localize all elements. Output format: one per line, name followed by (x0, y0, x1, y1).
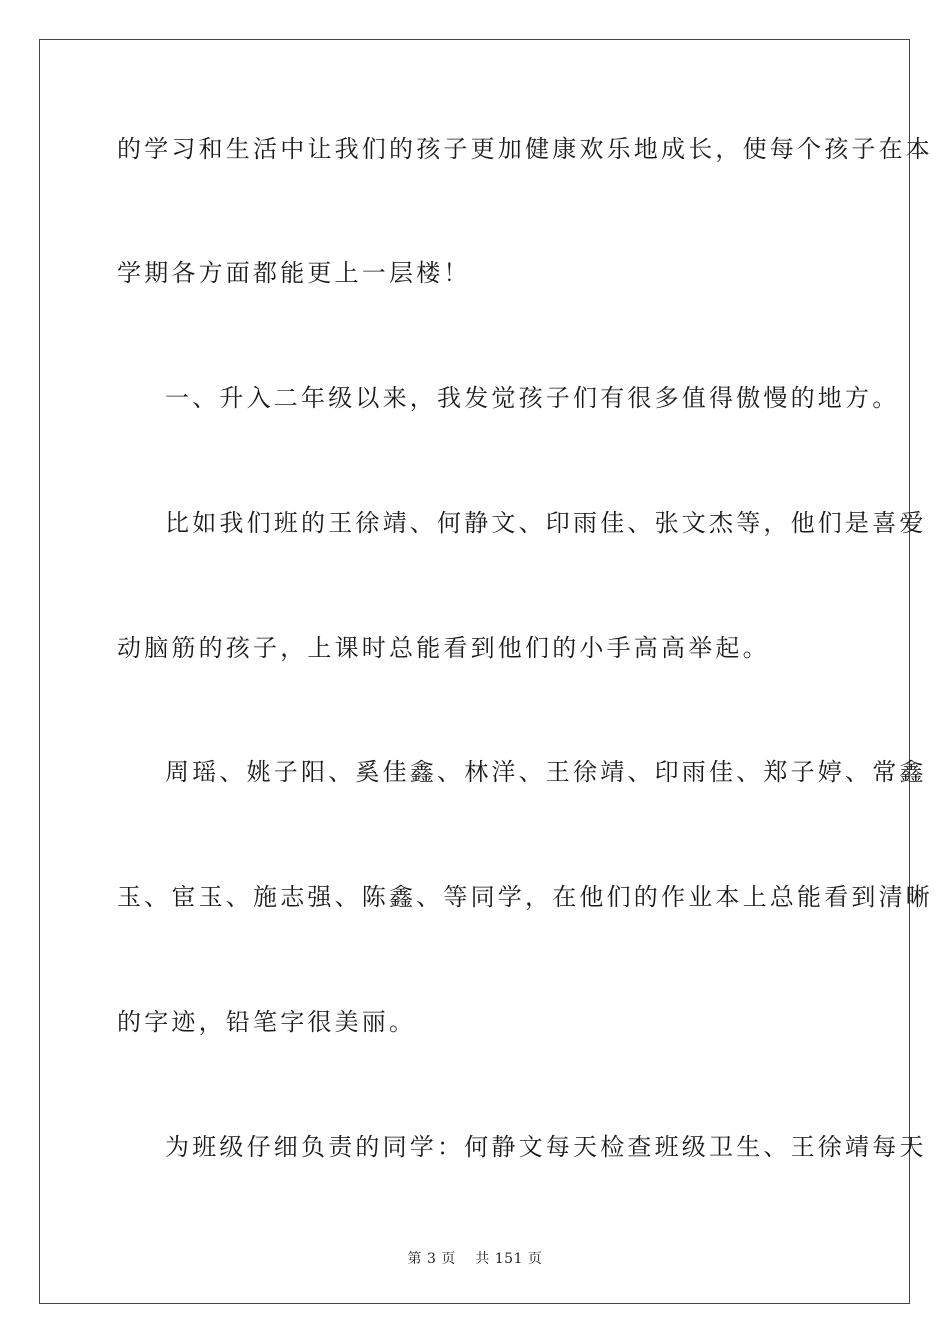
text-line: 玉、宦玉、施志强、陈鑫、等同学，在他们的作业本上总能看到清晰 (117, 883, 933, 911)
text-line: 比如我们班的王徐靖、何静文、印雨佳、张文杰等，他们是喜爱 (165, 509, 927, 537)
page-number-footer: 第 3 页 共 151 页 (407, 1251, 543, 1267)
text-line: 的字迹，铅笔字很美丽。 (117, 1008, 417, 1036)
text-line: 学期各方面都能更上一层楼！ (117, 259, 471, 287)
text-line: 周瑶、姚子阳、奚佳鑫、林洋、王徐靖、印雨佳、郑子婷、常鑫 (165, 758, 927, 786)
text-line: 的学习和生活中让我们的孩子更加健康欢乐地成长，使每个孩子在本 (117, 135, 933, 163)
text-line: 一、升入二年级以来，我发觉孩子们有很多值得傲慢的地方。 (165, 384, 900, 412)
text-line: 动脑筋的孩子，上课时总能看到他们的小手高高举起。 (117, 634, 770, 662)
page-frame (39, 39, 933, 1304)
text-line: 为班级仔细负责的同学：何静文每天检查班级卫生、王徐靖每天 (165, 1133, 927, 1161)
